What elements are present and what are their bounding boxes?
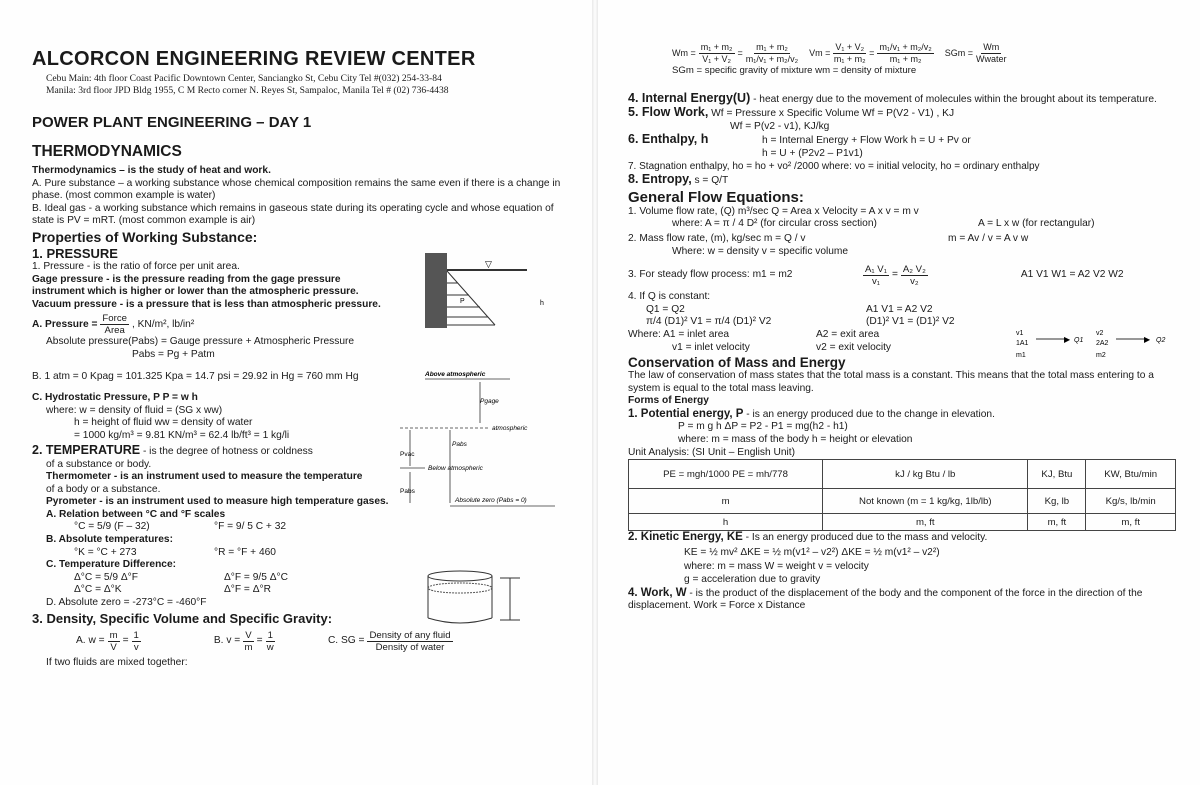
center-name: ALCORCON ENGINEERING REVIEW CENTER bbox=[32, 48, 476, 70]
fig-pvac-label: Pvac bbox=[400, 451, 415, 458]
entropy-def: s = Q/T bbox=[691, 175, 729, 187]
ie-def: - heat energy due to the movement of molecules within the brought about its temperature. bbox=[750, 93, 1157, 105]
day-title: POWER PLANT ENGINEERING – DAY 1 bbox=[32, 114, 312, 131]
sg-num: Density of any fluid bbox=[369, 629, 451, 641]
fig-zero-label: Absolute zero (Pabs = 0) bbox=[455, 497, 527, 504]
work-row bbox=[628, 587, 1180, 613]
conservation-title: Conservation of Mass and Energy bbox=[628, 355, 846, 371]
ua-r2-c2: Not known (m = 1 kg/kg, 1lb/lb) bbox=[823, 489, 1028, 514]
relation-c: °C = 5/9 (F – 32) bbox=[74, 521, 150, 533]
vfr-rect: A = L x w (for rectangular) bbox=[978, 218, 1095, 230]
pure-substance: A. Pure substance – a working substance whose chemical composition remains the same even if there is a change in phase. (most common example is water) bbox=[32, 177, 561, 202]
abs-rankine: °R = °F + 460 bbox=[214, 546, 276, 558]
svg-text:▶: ▶ bbox=[1144, 335, 1151, 344]
ke-row bbox=[628, 531, 1180, 545]
pe-eq: P = m g h ΔP = P2 - P1 = mg(h2 - h1) bbox=[678, 421, 848, 433]
density-title: 3. Density, Specific Volume and Specific Gravity: bbox=[32, 610, 333, 626]
unit-analysis-table bbox=[628, 459, 1176, 531]
steady-flow: 3. For steady flow process: m1 = m2 bbox=[628, 269, 793, 281]
absolute-temps-title: B. Absolute temperatures: bbox=[46, 534, 173, 546]
svg-text:Q2: Q2 bbox=[1156, 337, 1166, 344]
hydrostatic-values: = 1000 kg/m³ = 9.81 KN/m³ = 62.4 lb/ft³ = 1 kg/li bbox=[74, 429, 290, 441]
right-page bbox=[600, 0, 1200, 785]
density-formulas: A. w = $\frac{m}{V}$ = $\frac{1}{v}$ B. v = $\frac{V}{m}$ = $\frac{1}{w}$ C. SG = $\frac{\text{Density of any fluid}}{\text{Density of water}}$ bbox=[76, 629, 451, 653]
ua-r1-c3: KJ, Btu bbox=[1028, 460, 1086, 489]
relation-title: A. Relation between °C and °F scales bbox=[46, 508, 226, 520]
flow-work-row bbox=[628, 106, 1180, 121]
absolute-temps-row bbox=[74, 547, 572, 560]
svg-text:v2: v2 bbox=[1096, 330, 1104, 337]
thermo-def: Thermodynamics – is the study of heat and work. bbox=[32, 165, 271, 176]
ua-r3-c1: h bbox=[629, 514, 823, 531]
svg-text:Q1: Q1 bbox=[1074, 337, 1084, 344]
density-a-frac1: $\frac{m}{V}$ bbox=[109, 629, 118, 653]
ua-r1-c1: PE = mgh/1000 PE = mh/778 bbox=[629, 460, 823, 489]
atm-equivalents: B. 1 atm = 0 Kpag = 101.325 Kpa = 14.7 psi = 29.92 in Hg = 760 mm Hg bbox=[32, 370, 359, 382]
absolute-zero: D. Absolute zero = -273°C = -460°F bbox=[46, 597, 207, 609]
enthalpy-row bbox=[628, 133, 1180, 148]
en-title: 6. Enthalpy, h bbox=[628, 132, 709, 147]
temp-diff-3: Δ°C = Δ°K bbox=[74, 584, 122, 596]
steady-right: A1 V1 W1 = A2 V2 W2 bbox=[1020, 269, 1124, 281]
density-a-frac2: $\frac{1}{v}$ bbox=[133, 629, 139, 653]
fig-pgage-label: Pgage bbox=[480, 398, 499, 405]
hydrostatic-w: where: w = density of fluid = (SG x ww) bbox=[46, 404, 223, 416]
temp-diff-1: Δ°C = 5/9 Δ°F bbox=[74, 571, 138, 583]
svg-text:m1: m1 bbox=[1016, 352, 1026, 359]
dam-figure bbox=[420, 253, 560, 333]
ua-r3-c3: m, ft bbox=[1028, 514, 1086, 531]
ua-r2-c3: Kg, lb bbox=[1028, 489, 1086, 514]
sg-fraction bbox=[367, 630, 452, 653]
pressure-title: 1. PRESSURE bbox=[32, 245, 118, 261]
ua-r1-c2: kJ / kg Btu / lb bbox=[823, 460, 1028, 489]
q-eq3: π/4 (D1)² V1 = π/4 (D1)² V2 bbox=[646, 316, 772, 328]
vacuum-def: Vacuum pressure - is a pressure that is less than atmospheric pressure. bbox=[32, 298, 381, 310]
fig-pabs2-label: Pabs bbox=[400, 488, 415, 495]
hydrostatic-line: C. Hydrostatic Pressure, P P = w h bbox=[32, 392, 198, 404]
pressure-formula bbox=[32, 313, 392, 336]
q-eq4: (D1)² V1 = (D1)² V2 bbox=[866, 316, 955, 328]
ua-r3-c4: m, ft bbox=[1086, 514, 1176, 531]
q-eq-row bbox=[646, 304, 1180, 317]
thermo-title: THERMODYNAMICS bbox=[32, 143, 182, 160]
table-row bbox=[629, 460, 1176, 489]
relation-row bbox=[74, 521, 572, 534]
svg-text:1A1: 1A1 bbox=[1016, 340, 1029, 347]
vfr-where-row bbox=[672, 218, 1180, 231]
cylinder-figure bbox=[420, 568, 530, 628]
density-b-frac2: $\frac{1}{w}$ bbox=[266, 629, 274, 653]
entropy-row bbox=[628, 173, 1180, 188]
flow-diagram bbox=[1016, 325, 1181, 361]
ke-title: 2. Kinetic Energy, KE bbox=[628, 531, 743, 544]
ke-g: g = acceleration due to gravity bbox=[684, 574, 821, 586]
density-b-frac1: $\frac{V}{m}$ bbox=[244, 629, 253, 653]
q-constant: 4. If Q is constant: bbox=[628, 291, 711, 303]
fig-below-label: Below atmospheric bbox=[428, 465, 483, 472]
fig-p-label: P bbox=[460, 298, 465, 305]
pressure-levels-figure bbox=[400, 368, 560, 513]
work-def: - is the product of the displacement of the body and the component of the force in the direction of the displacement. Work = Force x Distance bbox=[628, 587, 1143, 612]
mixed-fluids: If two fluids are mixed together: bbox=[46, 656, 188, 668]
temp-diff-4: Δ°F = Δ°R bbox=[224, 584, 271, 596]
density-b-label: B. v = bbox=[213, 634, 241, 646]
density-a-label: A. w = bbox=[76, 634, 105, 646]
density-c-label: C. SG = bbox=[327, 634, 365, 646]
svg-text:2A2: 2A2 bbox=[1096, 340, 1109, 347]
address-cebu: Cebu Main: 4th floor Coast Pacific Downtown Center, Sanciangko St, Cebu City Tel #(032) 254-33-84 bbox=[46, 73, 442, 84]
ua-r3-c2: m, ft bbox=[823, 514, 1028, 531]
flow-work-def2: Wf = P(v2 - v1), KJ/kg bbox=[730, 120, 830, 132]
mixture-formulas: Wm = $\frac{\text{m₁ + m₂}}{\text{V₁ + V₂}}$ = $\frac{\text{m₁ + m₂}}{\text{m₁/v₁ + m₂/v₂}}$ Vm = $\frac{\text{V₁ + V₂}}{\text{m₁ + m₂}}$ = $\frac{\text{m₁/v₁ + m₂/v₂}}{\text{m₁ + m₂}}$ SGm = $\frac{Wm}{\text{Wwater}}$ bbox=[672, 42, 1007, 64]
table-row bbox=[629, 489, 1176, 514]
svg-text:m2: m2 bbox=[1096, 352, 1106, 359]
vfr-where: where: A = π / 4 D² (for circular cross section) bbox=[672, 218, 877, 230]
conservation-def: The law of conservation of mass states that the total mass is a constant. This means that the total mass entering to a system is equal to the total mass leaving. bbox=[628, 370, 1154, 394]
thermometer-def2: of a body or a substance. bbox=[46, 483, 161, 495]
page-gutter bbox=[592, 0, 598, 785]
mfr-right: m = Av / v = A v w bbox=[948, 232, 1029, 244]
mfr-where: Where: w = density v = specific volume bbox=[672, 245, 849, 257]
ke-eq: KE = ½ mv² ΔKE = ½ m(v1² – v2²) ΔKE = ½ m(v1² – v2²) bbox=[684, 546, 940, 558]
temperature-title: 2. TEMPERATURE bbox=[32, 442, 141, 457]
temp-diff-title: C. Temperature Difference: bbox=[46, 559, 177, 571]
temperature-def: - is the degree of hotness or coldness bbox=[140, 445, 313, 457]
en-def: h = Internal Energy + Flow Work h = U + Pv or bbox=[762, 135, 971, 147]
thermometer-def: Thermometer - is an instrument used to measure the temperature bbox=[46, 471, 363, 483]
relation-f: °F = 9/ 5 C + 32 bbox=[214, 521, 287, 533]
pressure-num: Force bbox=[102, 313, 127, 325]
abs-pressure-line: Absolute pressure(Pabs) = Gauge pressure + Atmospheric Pressure bbox=[46, 336, 355, 348]
steady-row: 3. For steady flow process: m1 = m2 $\frac{\text{A₁ V₁}}{\text{v₁}}$ = $\frac{\text{A₂ V₂}}{\text{v₂}}$ A1 V1 W1 = A2 V2 W2 bbox=[628, 264, 1124, 288]
pressure-den: Area bbox=[104, 325, 125, 337]
fw-title: 5. Flow Work, bbox=[628, 105, 709, 120]
svg-text:▶: ▶ bbox=[1064, 335, 1071, 344]
temperature-def2: of a substance or body. bbox=[46, 458, 152, 470]
temp-diff-2: Δ°F = 9/5 Δ°C bbox=[224, 571, 288, 583]
abs-pressure-eq: Pabs = Pg + Patm bbox=[132, 348, 215, 360]
stagnation-enthalpy: 7. Stagnation enthalpy, ho = ho + vo² /2000 where: vo = initial velocity, ho = ordinary enthalpy bbox=[628, 160, 1040, 172]
work-title: 4. Work, W bbox=[628, 586, 687, 599]
pressure-fraction bbox=[100, 313, 129, 336]
q-where2b: v2 = exit velocity bbox=[816, 341, 892, 353]
ie-title: 4. Internal Energy(U) bbox=[628, 90, 751, 105]
pe-def: - is an energy produced due to the change in elevation. bbox=[743, 408, 995, 420]
q-eq2: A1 V1 = A2 V2 bbox=[866, 303, 933, 315]
pe-where: where: m = mass of the body h = height or elevation bbox=[678, 434, 913, 446]
fig-h-label: h bbox=[540, 300, 544, 307]
pressure-def: 1. Pressure - is the ratio of force per unit area. bbox=[32, 260, 240, 272]
entropy-title: 8. Entropy, bbox=[628, 172, 692, 187]
q-where1: Where: A1 = inlet area bbox=[628, 328, 730, 340]
enthalpy-def2: h = U + (P2v2 – P1v1) bbox=[762, 147, 863, 159]
volume-flow-rate: 1. Volume flow rate, (Q) m³/sec Q = Area x Velocity = A x v = m v bbox=[628, 205, 919, 217]
forms-of-energy: Forms of Energy bbox=[628, 395, 709, 407]
ke-def: - Is an energy produced due to the mass and velocity. bbox=[742, 532, 988, 544]
water-surface bbox=[447, 269, 527, 271]
pe-row bbox=[628, 408, 1180, 422]
sg-den: Density of water bbox=[375, 641, 445, 653]
hydrostatic-h: h = height of fluid ww = density of water bbox=[74, 417, 253, 429]
pressure-units: , KN/m², lb/in² bbox=[131, 318, 195, 330]
pressure-formula-label: A. Pressure = bbox=[32, 318, 98, 330]
q-where1b: A2 = exit area bbox=[816, 328, 880, 340]
q-where2: v1 = inlet velocity bbox=[672, 341, 750, 353]
address-manila: Manila: 3rd floor JPD Bldg 1955, C M Recto corner N. Reyes St, Sampaloc, Manila Tel # (02) 736-4438 bbox=[46, 84, 449, 96]
fig-pabs-label: Pabs bbox=[452, 441, 467, 448]
mass-flow-rate: 2. Mass flow rate, (m), kg/sec m = Q / v bbox=[628, 232, 806, 244]
pe-title: 1. Potential energy, P bbox=[628, 407, 744, 420]
ua-r1-c4: KW, Btu/min bbox=[1086, 460, 1176, 489]
gfe-title: General Flow Equations: bbox=[628, 188, 804, 206]
ideal-gas: B. Ideal gas - a working substance which remains in gaseous state during its operating cycle and whose equation of state is PV = mRT. (most common example is air) bbox=[32, 202, 554, 227]
pyrometer-def: Pyrometer - is an instrument used to measure high temperature gases. bbox=[46, 496, 389, 508]
ke-where: where: m = mass W = weight v = velocity bbox=[684, 561, 869, 573]
props-title: Properties of Working Substance: bbox=[32, 228, 258, 245]
fw-def: Wf = Pressure x Specific Volume Wf = P(V2 - V1) , KJ bbox=[708, 108, 955, 120]
table-row bbox=[629, 514, 1176, 531]
ua-r2-c1: m bbox=[629, 489, 823, 514]
fig-atm-label: atmospheric bbox=[492, 425, 528, 432]
internal-energy-row bbox=[628, 92, 1180, 107]
left-page bbox=[0, 0, 590, 785]
mfr-row bbox=[628, 233, 1180, 246]
mixture-def: SGm = specific gravity of mixture wm = density of mixture bbox=[672, 65, 917, 76]
ua-r2-c4: Kg/s, lb/min bbox=[1086, 489, 1176, 514]
abs-kelvin: °K = °C + 273 bbox=[74, 546, 137, 558]
mix-wm-label: Wm = bbox=[672, 48, 696, 59]
fig-above-label: Above atmospheric bbox=[425, 371, 486, 378]
svg-text:v1: v1 bbox=[1016, 330, 1024, 337]
q-eq: Q1 = Q2 bbox=[646, 303, 685, 315]
gage-def: Gage pressure - is the pressure reading from the gage pressure instrument which is higher or lower than the atmospheric pressure. bbox=[32, 273, 359, 298]
water-level-symbol: ▽ bbox=[485, 259, 492, 269]
dam-wall bbox=[425, 253, 447, 328]
unit-analysis: Unit Analysis: (SI Unit – English Unit) bbox=[628, 446, 796, 458]
